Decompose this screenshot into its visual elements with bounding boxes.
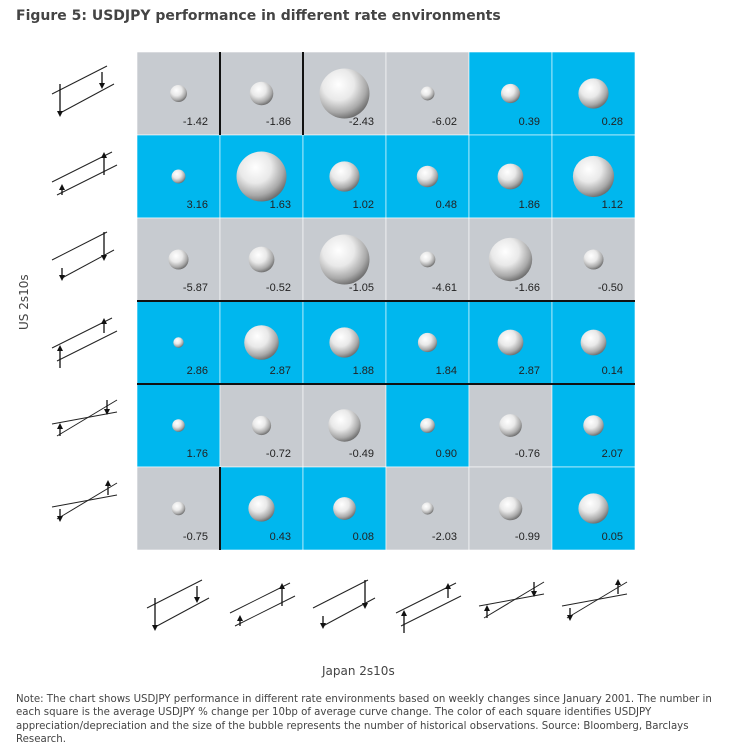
y-curve-icon-5 (52, 400, 117, 436)
bubble-r6-c1 (172, 502, 185, 515)
bubble-r6-c4 (421, 502, 433, 514)
bubble-r1-c4 (421, 87, 435, 101)
bubble-r4-c4 (418, 333, 437, 352)
value-label-r1-c4: -6.02 (431, 116, 457, 128)
bubble-r1-c6 (578, 78, 608, 108)
value-label-r2-c2: 1.63 (269, 199, 291, 211)
y-curve-icon-4 (52, 318, 117, 368)
value-label-r2-c3: 1.02 (352, 199, 374, 211)
bubble-r5-c4 (420, 418, 435, 433)
bubble-r5-c2 (252, 416, 271, 435)
value-label-r6-c5: -0.99 (514, 531, 540, 543)
value-label-r1-c2: -1.86 (265, 116, 291, 128)
value-label-r3-c1: -5.87 (182, 282, 208, 294)
value-label-r6-c3: 0.08 (352, 531, 374, 543)
bubble-r2-c5 (498, 164, 524, 190)
x-axis-label: Japan 2s10s (322, 664, 395, 678)
chart-title: Figure 5: USDJPY performance in different rate environments (16, 8, 501, 24)
x-curve-icon-3 (313, 580, 375, 626)
y-axis-label: US 2s10s (17, 274, 31, 330)
y-curve-icon-3 (52, 232, 114, 278)
value-label-r1-c3: -2.43 (348, 116, 374, 128)
bubble-r3-c2 (249, 247, 275, 273)
bubble-r1-c5 (501, 84, 520, 103)
x-curve-icon-1 (147, 580, 209, 628)
bubble-r6-c6 (578, 493, 608, 523)
value-label-r5-c3: -0.49 (348, 448, 374, 460)
bubble-r4-c3 (329, 327, 359, 357)
value-label-r1-c6: 0.28 (601, 116, 623, 128)
value-label-r2-c1: 3.16 (186, 199, 208, 211)
x-curve-icon-5 (479, 582, 544, 618)
y-curve-icon-1 (52, 66, 114, 114)
bubble-r1-c1 (170, 85, 187, 102)
value-label-r2-c6: 1.12 (601, 199, 623, 211)
x-curve-icon-4 (396, 583, 461, 633)
value-label-r5-c4: 0.90 (435, 448, 457, 460)
bubble-r3-c4 (420, 252, 436, 268)
value-label-r4-c3: 1.88 (352, 365, 374, 377)
bubble-r1-c2 (250, 82, 274, 106)
bubble-r2-c4 (417, 166, 438, 187)
y-curve-icon-6 (52, 483, 117, 519)
bubble-r3-c6 (583, 249, 603, 269)
value-label-r6-c2: 0.43 (269, 531, 291, 543)
bubble-r5-c6 (583, 415, 604, 436)
value-label-r1-c1: -1.42 (182, 116, 208, 128)
value-label-r5-c2: -0.72 (265, 448, 291, 460)
value-label-r5-c1: 1.76 (186, 448, 208, 460)
bubble-r5-c3 (328, 409, 360, 441)
value-label-r6-c6: 0.05 (601, 531, 623, 543)
value-label-r3-c4: -4.61 (431, 282, 457, 294)
bubble-r3-c3 (320, 235, 370, 285)
bubble-r3-c1 (168, 249, 188, 269)
value-label-r1-c5: 0.39 (518, 116, 540, 128)
value-label-r2-c5: 1.86 (518, 199, 540, 211)
value-label-r5-c5: -0.76 (514, 448, 540, 460)
bubble-r6-c5 (499, 497, 523, 521)
value-label-r5-c6: 2.07 (601, 448, 623, 460)
bubble-r4-c2 (244, 325, 279, 360)
value-label-r3-c6: -0.50 (597, 282, 623, 294)
bubble-r2-c6 (573, 156, 614, 197)
bubble-r3-c5 (489, 238, 532, 281)
bubble-r4-c1 (173, 337, 183, 347)
bubble-r2-c3 (329, 161, 359, 191)
x-curve-icon-2 (230, 583, 295, 626)
bubble-r6-c2 (248, 495, 274, 521)
y-curve-icon-2 (52, 152, 117, 195)
bubble-r4-c6 (581, 330, 607, 356)
value-label-r6-c4: -2.03 (431, 531, 457, 543)
grid-cells (137, 52, 635, 550)
bubble-r1-c3 (320, 69, 370, 119)
bubble-r5-c5 (499, 414, 522, 437)
value-label-r6-c1: -0.75 (182, 531, 208, 543)
value-label-r2-c4: 0.48 (435, 199, 457, 211)
value-label-r3-c3: -1.05 (348, 282, 374, 294)
value-label-r4-c1: 2.86 (186, 365, 208, 377)
value-label-r4-c4: 1.84 (435, 365, 457, 377)
bubble-r2-c2 (237, 152, 287, 202)
chart-note: Note: The chart shows USDJPY performance in different rate environments based on weekly changes since January 2001. The number in each square is the average USDJPY % change per 10bp of average curve change. The color of each square identifies USDJPY appreciation/depreciation and the size of the bubble represents the number of historical observations. Source: Bloomberg, Barclays Research. (16, 694, 712, 745)
bubble-r4-c5 (498, 330, 524, 356)
value-label-r4-c5: 2.87 (518, 365, 540, 377)
x-curve-icon-6 (562, 582, 627, 618)
bubble-r5-c1 (172, 419, 185, 432)
bubble-r2-c1 (172, 170, 186, 184)
value-label-r3-c2: -0.52 (265, 282, 291, 294)
bubble-r6-c3 (333, 497, 356, 520)
value-label-r4-c2: 2.87 (269, 365, 291, 377)
value-label-r4-c6: 0.14 (601, 365, 623, 377)
value-label-r3-c5: -1.66 (514, 282, 540, 294)
